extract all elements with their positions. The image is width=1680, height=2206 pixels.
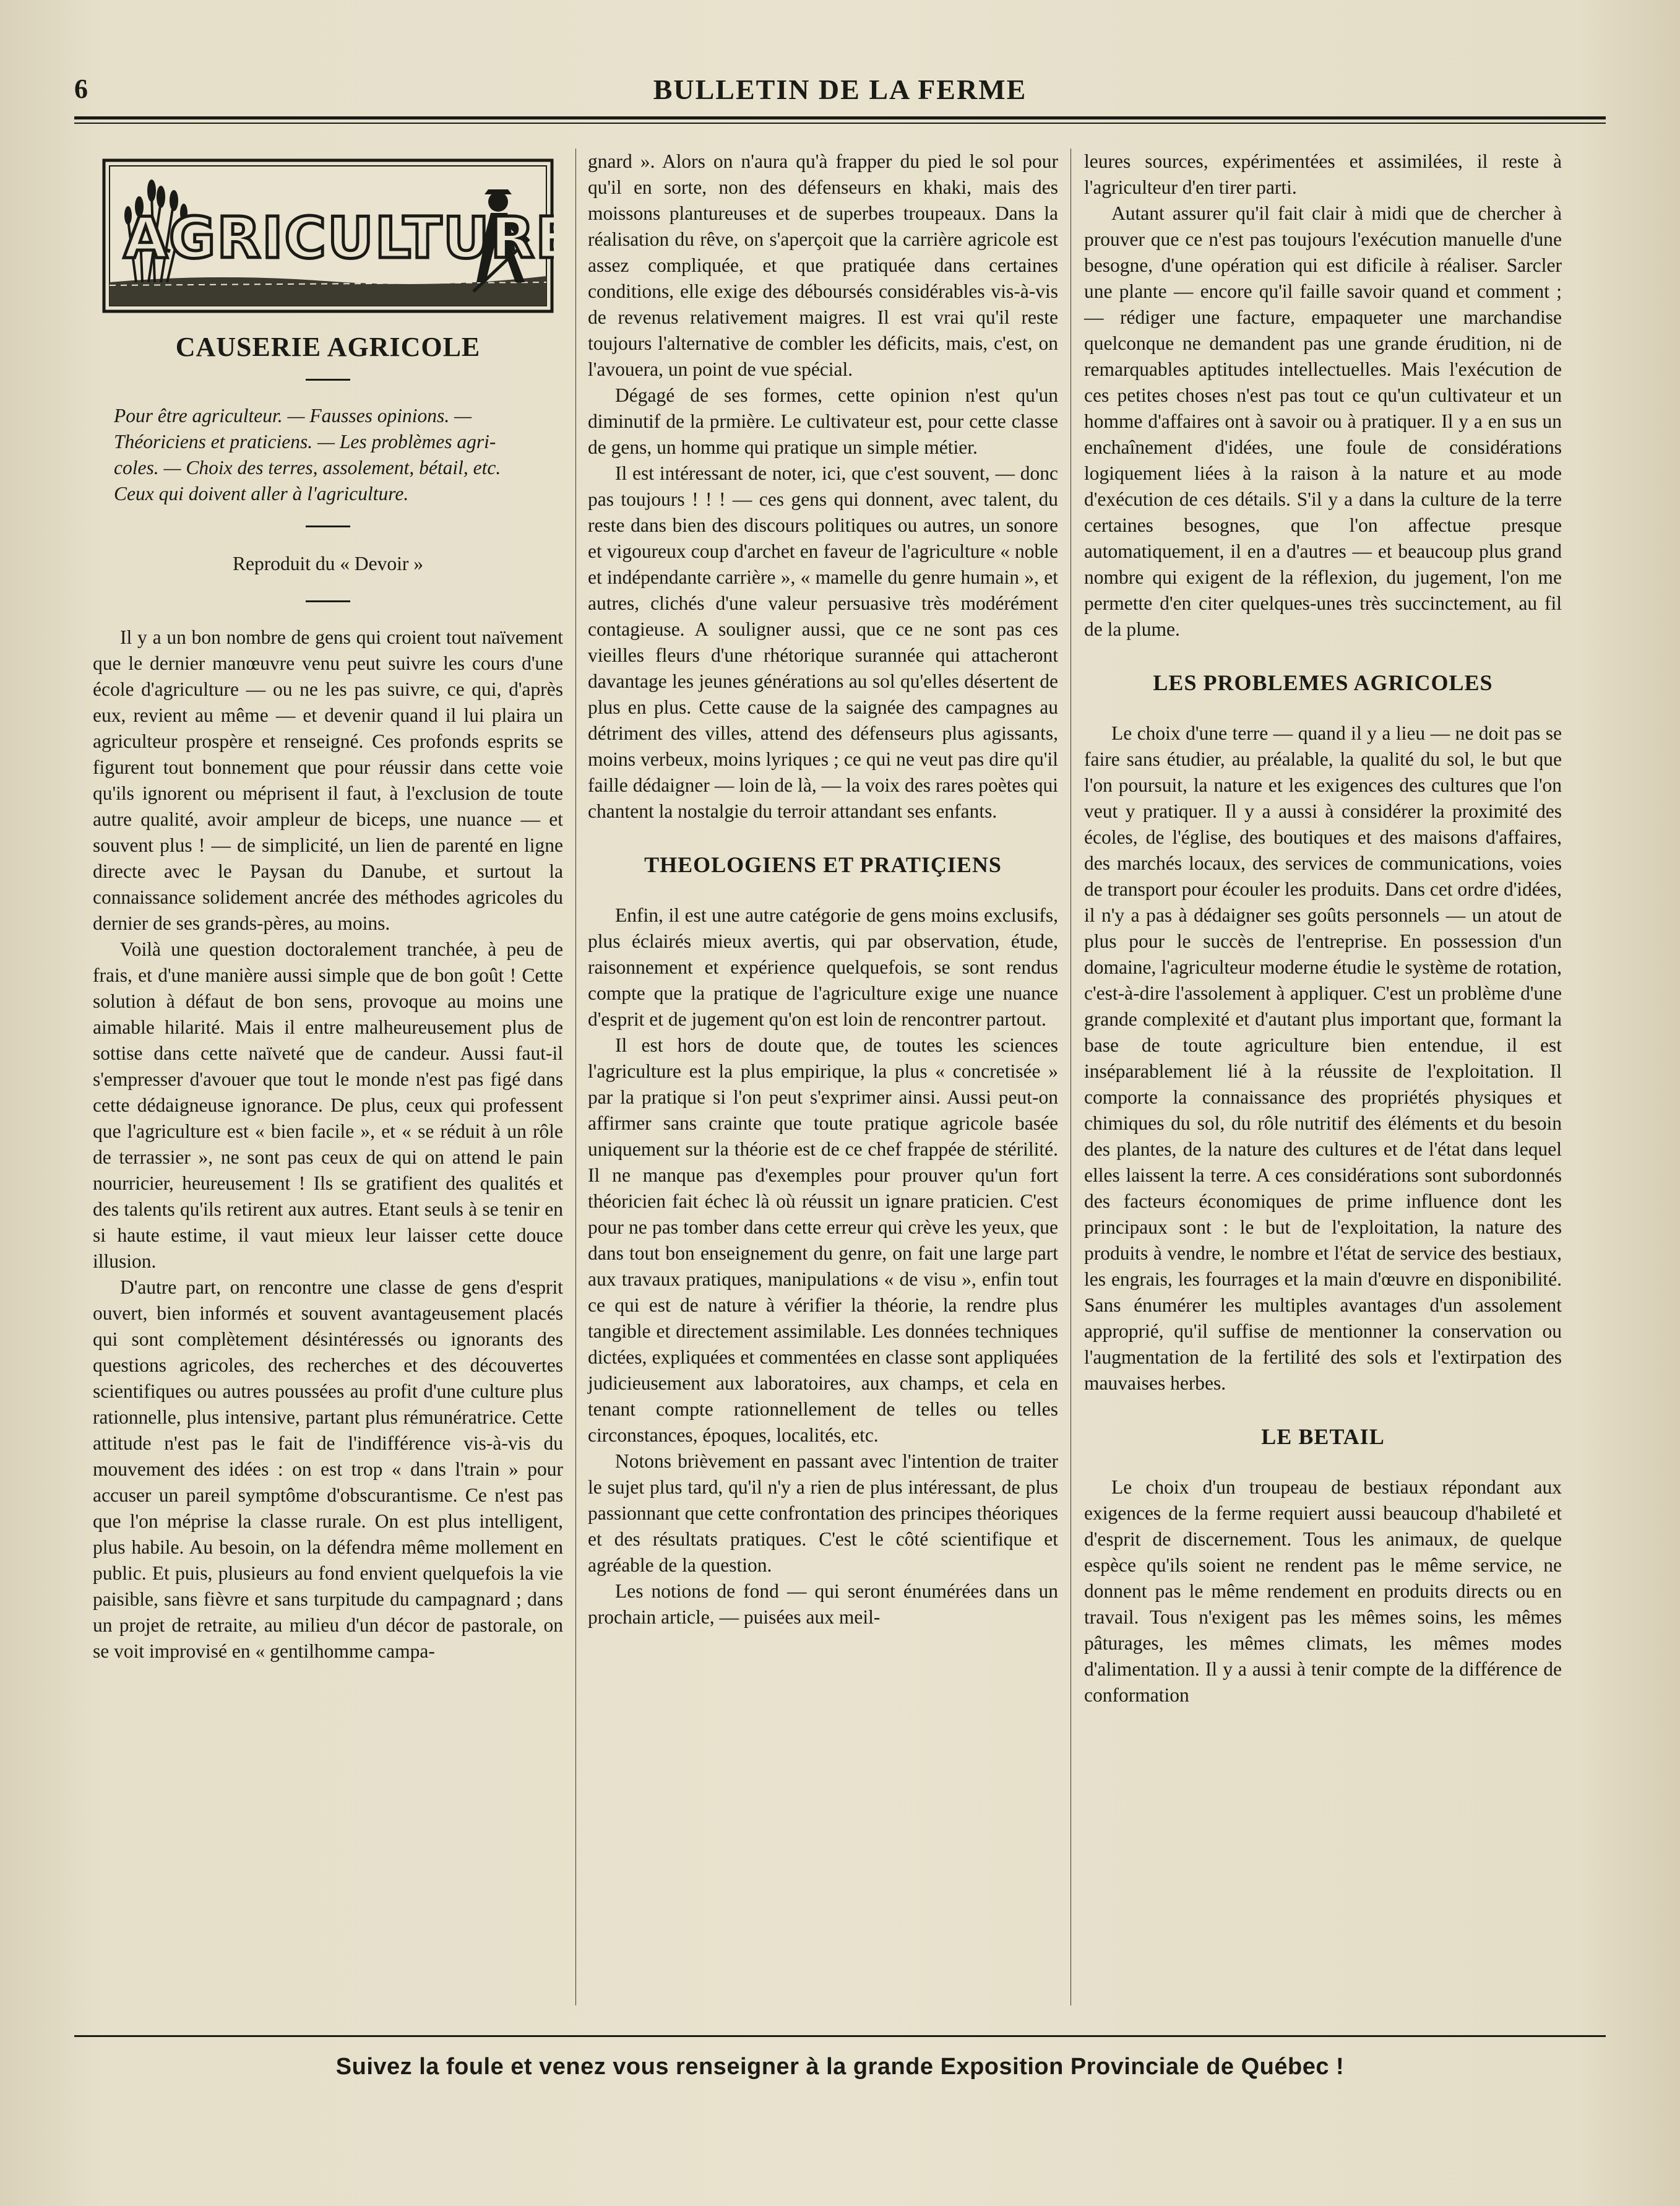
running-title: BULLETIN DE LA FERME [653, 74, 1027, 105]
paragraph: gnard ». Alors on n'aura qu'à frapper du pied le sol pour qu'il en sorte, non des défenseurs en khaki, mais des moissons plantureuses et de superbes troupeaux. Dans la réalisation du rêve, on s'aperçoit que la carrière agricole est assez compliquée, et que pratiquée dans certaines conditions, elle exige des déboursés considérables vis-à-vis de revenus relativement maigres. Il est vrai qu'il reste toujours l'alternative de combler les déficits, mais, c'est, on l'avouera, un point de vue spécial. [588, 150, 1058, 380]
section-heading: THEOLOGIENS ET PRATIÇIENS [644, 852, 1002, 877]
divider-rule [306, 526, 350, 527]
column-1 [93, 149, 563, 1664]
farmer-with-wheat-sheaf-illustration [102, 158, 554, 313]
page-header [74, 68, 1606, 118]
paragraph: leures sources, expérimentées et assimilées, il reste à l'agriculteur d'en tirer parti. [1084, 150, 1562, 198]
paragraph: Il est intéressant de noter, ici, que c'est souvent, — donc pas toujours ! ! ! — ces gens qui donnent, avec talent, du reste dans bien des discours politiques ou autres, un sonore et vigoureux coup d'archet en faveur de l'agriculture « noble et indépendante carrière », « mamelle du genre humain », et autres, clichés d'une valeur persuasive très modérément contagieuse. A souligner aussi, que ce ne sont pas ces vieilles fleurs d'une rhétorique surannée qui attacheront davantage les jeunes générations au sol qu'elles désertent de plus en plus. Cette cause de la saignée des campagnes au détriment des villes, attend des défenseurs plus agissants, moins verbeux, moins lyriques ; ce qui ne veut pas dire qu'il faille dédaigner — loin de là, — la voix des rares poètes qui chantent la nostalgie du terroir attandant ses enfants. [588, 462, 1058, 822]
footer-rule [74, 2035, 1606, 2037]
column-3 [1084, 149, 1562, 1708]
article-title: CAUSERIE AGRICOLE [175, 332, 481, 362]
article-summary [93, 403, 563, 507]
section-heading: LE BETAIL [1261, 1424, 1385, 1449]
paragraph: Voilà une question doctoralement tranchée, à peu de frais, et d'une manière aussi simple que de bon goût ! Cette solution à défaut de bon sens, provoque au moins une aimable hilarité. Mais il entre malheureusement plus de sottise dans cette naïveté que de candeur. Aussi faut-il s'empresser d'avouer que tout le monde n'est pas figé dans cette dédaigneuse ignorance. De plus, ceux qui professent que l'agriculture est « bien facile », et « se réduit à un rôle de terrassier », ne sont pas ceux de qui on attend le pain nourricier, heureusement ! Ils se gratifient des qualités et des talents qu'ils retirent aux autres. Etant seuls à se tenir en si haute estime, il vaut mieux leur laisser cette douce illusion. [93, 938, 563, 1272]
summary-line: Théoriciens et praticiens. — Les problèmes agri- [114, 431, 496, 452]
agriculture-logo [102, 158, 554, 313]
paragraph: Dégagé de ses formes, cette opinion n'est qu'un diminutif de la prmière. Le cultivateur est, pour cette classe de gens, un homme qui pratique un simple métier. [588, 384, 1058, 458]
paragraph: Le choix d'une terre — quand il y a lieu — ne doit pas se faire sans étudier, au préalable, la qualité du sol, le but que l'on poursuit, la nature et les exigences des cultures que l'on veut y pratiquer. Il y a aussi à considérer la proximité des écoles, de l'église, des boutiques et des maisons d'affaires, des marchés locaux, des services de communications, voies de transport pour écouler les produits. Dans cet ordre d'idées, il n'y a pas à dédaigner ses goûts personnels — un atout de plus pour le succès de l'entreprise. En possession d'un domaine, l'agriculteur moderne étudie le système de rotation, c'est-à-dire l'assolement à appliquer. C'est un problème d'une grande complexité et d'autant plus important que, formant la base de toute agriculture bien entendue, il est inséparablement lié à la réussite de l'exploitation. Il comporte la connaissance des propriétés physiques et chimiques du sol, du rôle nutritif des éléments et du besoin des plantes, de la nature des cultures et de l'état dans lequel elles laissent la terre. A ces considérations sont subordonnés des facteurs économiques de prime influence dont les principaux sont : le but de l'exploitation, la nature des produits à vendre, le nombre et l'état de service des bestiaux, les engrais, les fourrages et la main d'œuvre en disponibilité. Sans énumérer les multiples avantages d'un assolement approprié, qu'il suffise de mentionner la conservation ou l'augmentation de la fertilité des sols et l'extirpation des mauvaises herbes. [1084, 722, 1562, 1394]
source-note: Reproduit du « Devoir » [233, 553, 423, 574]
header-rule [74, 116, 1606, 119]
paragraph: Enfin, il est une autre catégorie de gens moins exclusifs, plus éclairés mieux avertis, qui par observation, étude, raisonnement et expérience quelquefois, se sont rendus compte que la pratique de l'agriculture exige une nuance d'esprit et de jugement qu'on est loin de rencontrer partout. [588, 904, 1058, 1030]
paragraph: Autant assurer qu'il fait clair à midi que de chercher à prouver que ce n'est pas toujours l'exécution manuelle d'une besogne, d'une opération qui est dificile à réaliser. Sarcler une plante — encore qu'il faille savoir quand et comment ; — rédiger une facture, empaqueter une marchandise quelconque ne demandent pas une grande érudition, ni de remarquables aptitudes intellectuelles. Mais l'exécution de ces petites choses n'est pas tout ce qu'un cultivateur et un homme d'affaires ont à savoir ou à pratiquer. Il y a en sus un enchaînement d'idées, une foule de considérations logiquement liées à la raison à la nature et au mode d'exécution de ces détails. S'il y a dans la culture de la terre certaines besognes, que l'on affectue presque automatiquement, il en a d'autres — et beaucoup plus grand nombre qui exigent de la réflexion, du jugement, l'on me permette d'en citer quelques-unes très succinctement, au fil de la plume. [1084, 202, 1562, 640]
paragraph: Les notions de fond — qui seront énumérées dans un prochain article, — puisées aux meil- [588, 1580, 1058, 1628]
section-heading: LES PROBLEMES AGRICOLES [1153, 670, 1493, 695]
paragraph: Il y a un bon nombre de gens qui croient tout naïvement que le dernier manœuvre venu peut suivre les cours d'une école d'agriculture — ou ne les pas suivre, ce qui, d'après eux, revient au même — et devenir quand il lui plaira un agriculteur prospère et renseigné. Ces profonds esprits se figurent tout bonnement que pour réussir dans cette voie qu'ils ignorent ou méprisent il faut, à l'exclusion de toute autre qualité, avoir ampleur de biceps, une nuance — et souvent plus ! — de simplicité, un lien de parenté en ligne directe avec le Paysan du Danube, et surtout la connaissance solidement ancrée des méthodes agricoles du dernier de ses grands-pères, au moins. [93, 626, 563, 934]
column-2 [588, 149, 1058, 1630]
summary-line: Pour être agriculteur. — Fausses opinions. — [114, 405, 472, 426]
footer-banner: Suivez la foule et venez vous renseigner à la grande Exposition Provinciale de Québec ! [335, 2054, 1345, 2080]
paragraph: Le choix d'un troupeau de bestiaux répondant aux exigences de la ferme requiert aussi beaucoup d'habileté et d'esprit de discernement. Tous les animaux, de quelque espèce qu'ils soient ne rendent pas le même service, ne donnent pas le même rendement en produits directs ou en travail. Tous n'exigent pas les mêmes soins, les mêmes pâturages, les mêmes climats, les mêmes modes d'alimentation. Il y a aussi à tenir compte de la différence de conformation [1084, 1476, 1562, 1706]
svg-text:AGRICULTURE: AGRICULTURE [123, 205, 554, 271]
column-divider [1070, 149, 1071, 2005]
page-number: 6 [74, 74, 88, 104]
paragraph: D'autre part, on rencontre une classe de gens d'esprit ouvert, bien informés et souvent avantageusement placés qui sont complètement désintéressés ou ignorants des questions agricoles, des recherches et des découvertes scientifiques ou autres poussées au profit d'une culture plus rationnelle, plus intensive, partant plus rémunératrice. Cette attitude n'est pas le fait de l'indifférence vis-à-vis du mouvement des idées : on est trop « dans l'train » pour accuser un pareil symptôme d'obscurantisme. Ce n'est pas que l'on méprise la classe rurale. On est plus intelligent, plus habile. Au besoin, on la défendra même mollement en public. Et puis, plusieurs au fond envient quelquefois la vie paisible, sans fièvre et sans turpitude du campagnard ; dans un projet de retraite, au milieu d'un décor de pastorale, on se voit improvisé en « gentilhomme campa- [93, 1276, 563, 1662]
column-divider [575, 149, 576, 2005]
divider-rule [306, 600, 350, 602]
summary-line: coles. — Choix des terres, assolement, bétail, etc. [114, 457, 501, 478]
header-rule-thin [74, 123, 1606, 124]
paragraph: Il est hors de doute que, de toutes les sciences l'agriculture est la plus empirique, la plus « concretisée » par la pratique si l'on peut s'exprimer ainsi. Aussi peut-on affirmer sans crainte que toute pratique agricole basée uniquement sur la théorie est de ce chef frappée de stérilité. Il ne manque pas d'exemples pour prouver qu'un fort théoricien fait échec là où réussit un ignare praticien. C'est pour ne pas tomber dans cette erreur qui crève les yeux, que dans tout bon enseignement du genre, on fait une large part aux travaux pratiques, manipulations « de visu », enfin tout ce qui est de nature à vérifier la théorie, la rendre plus tangible et directement assimilable. Les données techniques dictées, expliquées et commentées en classe sont appliquées judicieusement aux laboratoires, aux champs, et cela en tenant compte rationnellement de telles ou telles circonstances, époques, localités, etc. [588, 1034, 1058, 1446]
summary-line: Ceux qui doivent aller à l'agriculture. [114, 483, 409, 504]
divider-rule [306, 379, 350, 381]
paragraph: Notons brièvement en passant avec l'intention de traiter le sujet plus tard, qu'il n'y a rien de plus intéressant, de plus passionnant que cette confrontation des principes théoriques et des résultats pratiques. C'est le côté scientifique et agréable de la question. [588, 1450, 1058, 1576]
